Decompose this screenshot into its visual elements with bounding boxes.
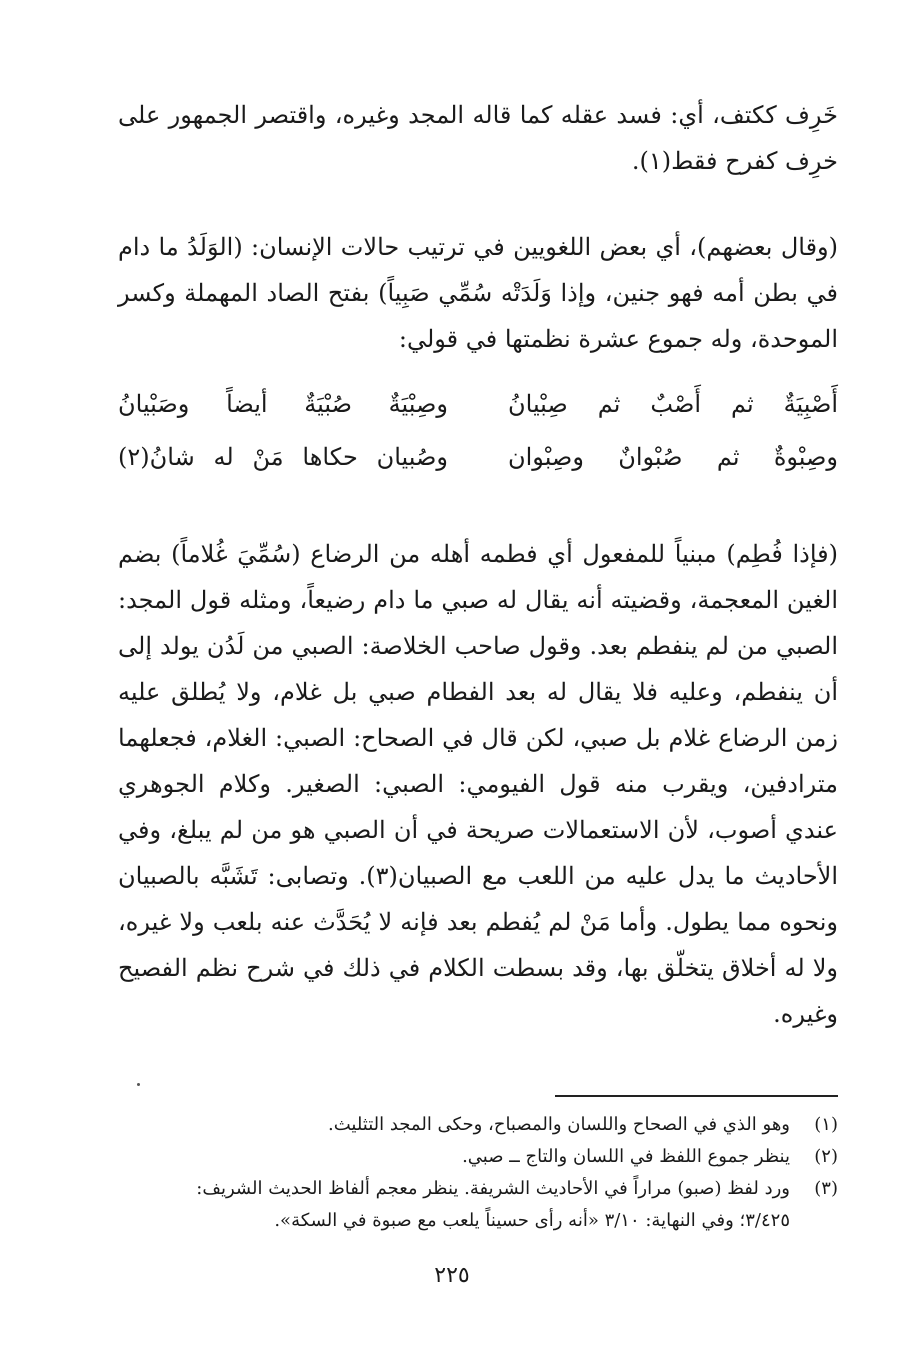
footnote-text: ينظر جموع اللفظ في اللسان والتاج ــ صبي. (462, 1146, 790, 1167)
stray-mark (137, 1083, 140, 1086)
paragraph-3: (فإذا فُطِم) مبنياً للمفعول أي فطمه أهله من الرضاع (سُمِّيَ غُلاماً) بضم الغين المعجمة، وقضيته أنه يقال له صبي ما دام رضيعاً، ومثله قول المجد: الصبي من لم ينفطم بعد. وقول صاحب الخلاصة: الصبي من لَدُن يولد إلى أن ينفطم، وعليه فلا يقال له بعد الفطام صبي بل غلام، ولا يُطلق عليه زمن الرضاع غلام بل صبي، لكن قال في الصحاح: الصبي: الغلام، فجعلهما مترادفين، ويقرب منه قول الفيومي: الصبي: الصغير. وكلام الجوهري عندي أصوب، لأن الاستعمالات صريحة في أن الصبي هو من لم يبلغ، وفي الأحاديث ما يدل عليه من اللعب مع الصبيان(٣). وتصابى: تَشَبَّه بالصبيان ونحوه مما يطول. وأما مَنْ لم يُفطم بعد فإنه لا يُحَدَّث عنه بلعب ولا غيره، ولا له أخلاق يتخلّق بها، وقد بسطت الكلام في ذلك في شرح نظم الفصيح وغيره. (118, 540, 839, 1028)
footnote-number: (٣) (814, 1178, 838, 1199)
footnote-1 (118, 1109, 838, 1141)
paragraph-2: (وقال بعضهم)، أي بعض اللغويين في ترتيب حالات الإنسان: (الوَلَدُ ما دام في بطن أمه فهو جنين، وإذا وَلَدَتْه سُمِّي صَبِياً) بفتح الصاد المهملة وكسر الموحدة، وله جموع عشرة نظمتها في قولي: (118, 233, 838, 353)
poem-verse-2 (118, 443, 838, 483)
footnote-3 (118, 1173, 838, 1205)
footnotes (118, 1109, 838, 1237)
footnote-number: (٢) (814, 1146, 838, 1167)
footnote-separator (555, 1095, 838, 1097)
footnote-text: ورد لفظ (صبو) مراراً في الأحاديث الشريفة. ينظر معجم ألفاظ الحديث الشريف: (196, 1178, 790, 1199)
footnote-text: وهو الذي في الصحاح واللسان والمصباح، وحكى المجد التثليث. (328, 1114, 790, 1135)
footnote-3-continuation (118, 1205, 838, 1237)
page-number: ٢٢٥ (434, 1263, 470, 1288)
paragraph-1: خَرِف ككتف، أي: فسد عقله كما قاله المجد وغيره، واقتصر الجمهور على خرِف كفرح فقط(١). (118, 101, 838, 175)
poem-verse-1 (118, 390, 838, 430)
verse-1-first-hemistich: أَصْبِيَةٌ ثم أَصْبٌ ثم صِبْيانُ (508, 390, 838, 418)
verse-2-second-hemistich: وصُبيان حكاها مَنْ له شانُ(٢) (118, 443, 448, 471)
footnote-2 (118, 1141, 838, 1173)
verse-2-first-hemistich: وصِبْوةٌ ثم صُبْوانٌ وصِبْوان (508, 443, 838, 471)
footnote-number: (١) (814, 1114, 838, 1135)
verse-1-second-hemistich: وصِبْيَةٌ صُبْيَةٌ أيضاً وصَبْيانُ (118, 390, 448, 418)
footnote-text: ٣/٤٢٥؛ وفي النهاية: ٣/١٠ «أنه رأى حسيناً يلعب مع صبوة في السكة». (274, 1210, 790, 1231)
